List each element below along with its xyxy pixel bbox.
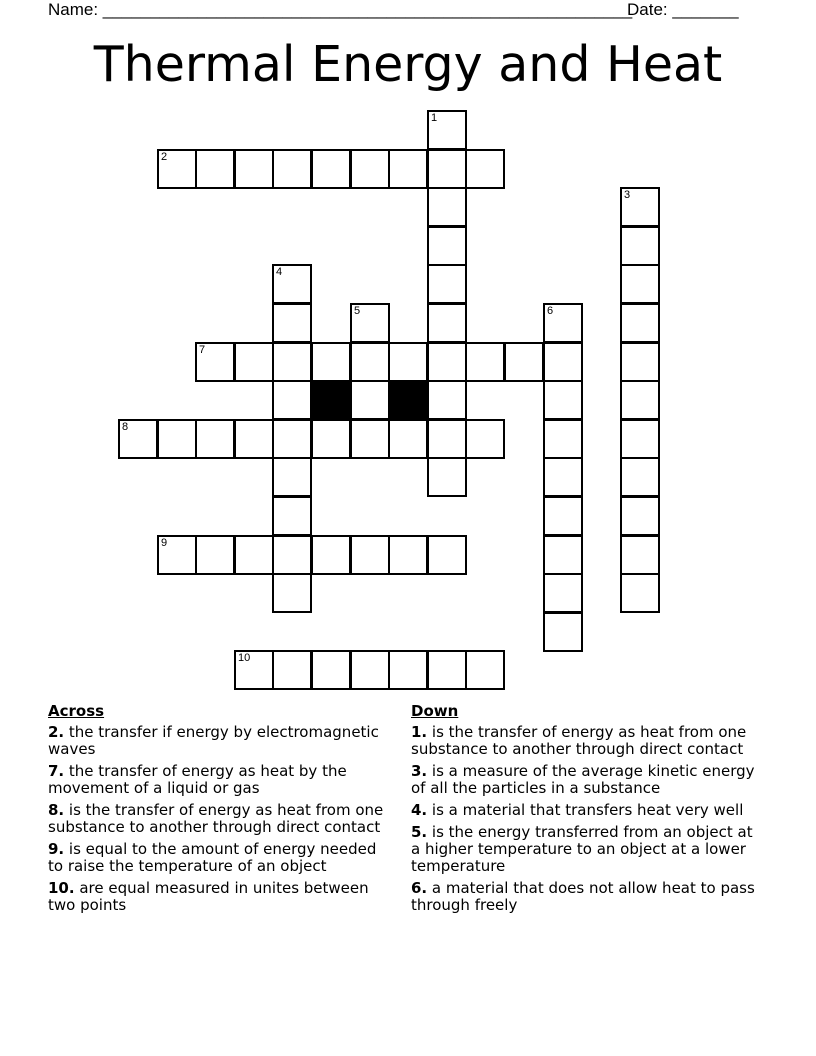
across-clue [48, 724, 393, 758]
grid-cell[interactable] [620, 496, 660, 536]
clue-number: 10. [48, 879, 75, 897]
grid-cell[interactable] [427, 380, 467, 420]
grid-cell[interactable] [427, 457, 467, 497]
grid-cell[interactable] [350, 342, 390, 382]
grid-cell[interactable] [543, 496, 583, 536]
grid-cell[interactable] [465, 149, 505, 189]
grid-cell[interactable] [465, 342, 505, 382]
grid-cell[interactable] [427, 149, 467, 189]
down-clue [411, 724, 756, 758]
grid-cell[interactable] [272, 303, 312, 343]
clue-text: are equal measured in unites between two points [48, 879, 369, 914]
clue-text: is a material that transfers heat very well [427, 801, 744, 819]
down-clue-list [411, 724, 756, 914]
grid-cell[interactable] [620, 380, 660, 420]
grid-cell[interactable] [350, 303, 390, 343]
down-heading: Down [411, 702, 459, 720]
clue-number: 4. [411, 801, 428, 819]
grid-cell[interactable] [195, 342, 235, 382]
grid-cell[interactable] [465, 419, 505, 459]
clue-text: the transfer if energy by electromagnetic waves [48, 723, 379, 758]
grid-cell[interactable] [620, 187, 660, 227]
grid-cell[interactable] [272, 496, 312, 536]
grid-cell[interactable] [620, 264, 660, 304]
grid-cell[interactable] [427, 264, 467, 304]
grid-cell[interactable] [234, 419, 274, 459]
grid-cell[interactable] [427, 187, 467, 227]
grid-cell[interactable] [234, 149, 274, 189]
grid-cell[interactable] [272, 380, 312, 420]
across-clue-list [48, 724, 393, 914]
grid-cell[interactable] [543, 303, 583, 343]
grid-cell[interactable] [157, 535, 197, 575]
grid-cell[interactable] [543, 342, 583, 382]
grid-cell[interactable] [311, 419, 351, 459]
grid-cell[interactable] [620, 419, 660, 459]
grid-cell[interactable] [543, 573, 583, 613]
clue-number: 6 [547, 305, 554, 317]
clue-number: 7. [48, 762, 65, 780]
grid-cell[interactable] [427, 650, 467, 690]
clue-number: 10 [238, 652, 251, 664]
grid-cell[interactable] [311, 650, 351, 690]
grid-cell[interactable] [195, 535, 235, 575]
grid-cell[interactable] [620, 457, 660, 497]
across-clues [48, 703, 393, 919]
clue-number: 1 [431, 112, 438, 124]
grid-cell[interactable] [350, 650, 390, 690]
grid-cell[interactable] [543, 457, 583, 497]
clue-number: 8 [122, 421, 129, 433]
grid-cell[interactable] [272, 535, 312, 575]
grid-cell[interactable] [427, 226, 467, 266]
grid-cell[interactable] [427, 342, 467, 382]
clue-number: 4 [276, 266, 283, 278]
grid-cell[interactable] [157, 419, 197, 459]
clue-number: 9. [48, 840, 65, 858]
grid-cell[interactable] [311, 342, 351, 382]
clue-text: is the transfer of energy as heat from one substance to another through direct contact [411, 723, 747, 758]
clue-text: is equal to the amount of energy needed to raise the temperature of an object [48, 840, 377, 875]
grid-cell[interactable] [272, 573, 312, 613]
grid-cell[interactable] [620, 342, 660, 382]
across-clue [48, 802, 393, 836]
grid-cell[interactable] [350, 419, 390, 459]
grid-cell[interactable] [350, 380, 390, 420]
clue-number: 1. [411, 723, 428, 741]
grid-cell[interactable] [543, 535, 583, 575]
clue-number: 3 [624, 189, 631, 201]
clue-number: 2 [161, 151, 168, 163]
grid-cell[interactable] [543, 380, 583, 420]
grid-block-cell [388, 380, 428, 420]
clue-number: 6. [411, 879, 428, 897]
date-field-label: Date: _______ [627, 0, 739, 19]
grid-cell[interactable] [543, 419, 583, 459]
grid-cell[interactable] [388, 419, 428, 459]
grid-cell[interactable] [311, 535, 351, 575]
grid-cell[interactable] [311, 149, 351, 189]
grid-cell[interactable] [620, 573, 660, 613]
across-clue [48, 880, 393, 914]
grid-cell[interactable] [388, 650, 428, 690]
grid-cell[interactable] [118, 419, 158, 459]
grid-cell[interactable] [272, 342, 312, 382]
name-field-label: Name: ________________________________________________________ [48, 0, 633, 19]
clue-number: 7 [199, 344, 206, 356]
down-clue [411, 880, 756, 914]
down-clue [411, 802, 756, 819]
grid-cell[interactable] [388, 535, 428, 575]
grid-cell[interactable] [388, 149, 428, 189]
clue-number: 5 [354, 305, 361, 317]
grid-cell[interactable] [195, 149, 235, 189]
grid-cell[interactable] [350, 535, 390, 575]
clue-text: a material that does not allow heat to pass through freely [411, 879, 755, 914]
grid-cell[interactable] [272, 419, 312, 459]
grid-cell[interactable] [195, 419, 235, 459]
across-clue [48, 763, 393, 797]
grid-cell[interactable] [543, 612, 583, 652]
grid-cell[interactable] [620, 226, 660, 266]
clue-number: 2. [48, 723, 65, 741]
clue-text: is the transfer of energy as heat from one substance to another through direct contact [48, 801, 384, 836]
grid-cell[interactable] [620, 535, 660, 575]
across-heading: Across [48, 702, 105, 720]
grid-cell[interactable] [504, 342, 544, 382]
across-clue [48, 841, 393, 875]
grid-cell[interactable] [350, 149, 390, 189]
grid-cell[interactable] [388, 342, 428, 382]
grid-cell[interactable] [272, 457, 312, 497]
grid-cell[interactable] [427, 110, 467, 150]
grid-cell[interactable] [620, 303, 660, 343]
down-clue [411, 763, 756, 797]
grid-cell[interactable] [427, 303, 467, 343]
grid-cell[interactable] [272, 650, 312, 690]
clue-text: is the energy transferred from an object at a higher temperature to an object at a lower temperature [411, 823, 753, 875]
clue-text: is a measure of the average kinetic energy of all the particles in a substance [411, 762, 755, 797]
grid-cell[interactable] [427, 535, 467, 575]
grid-cell[interactable] [272, 149, 312, 189]
clue-number: 9 [161, 537, 168, 549]
grid-cell[interactable] [234, 342, 274, 382]
clue-text: the transfer of energy as heat by the movement of a liquid or gas [48, 762, 347, 797]
grid-cell[interactable] [427, 419, 467, 459]
page-title: Thermal Energy and Heat [93, 36, 723, 93]
grid-cell[interactable] [234, 650, 274, 690]
grid-block-cell [311, 380, 351, 420]
down-clues [411, 703, 756, 919]
grid-cell[interactable] [272, 264, 312, 304]
grid-cell[interactable] [157, 149, 197, 189]
down-clue [411, 824, 756, 875]
grid-cell[interactable] [234, 535, 274, 575]
clue-number: 5. [411, 823, 428, 841]
grid-cell[interactable] [465, 650, 505, 690]
clue-number: 8. [48, 801, 65, 819]
clue-number: 3. [411, 762, 428, 780]
